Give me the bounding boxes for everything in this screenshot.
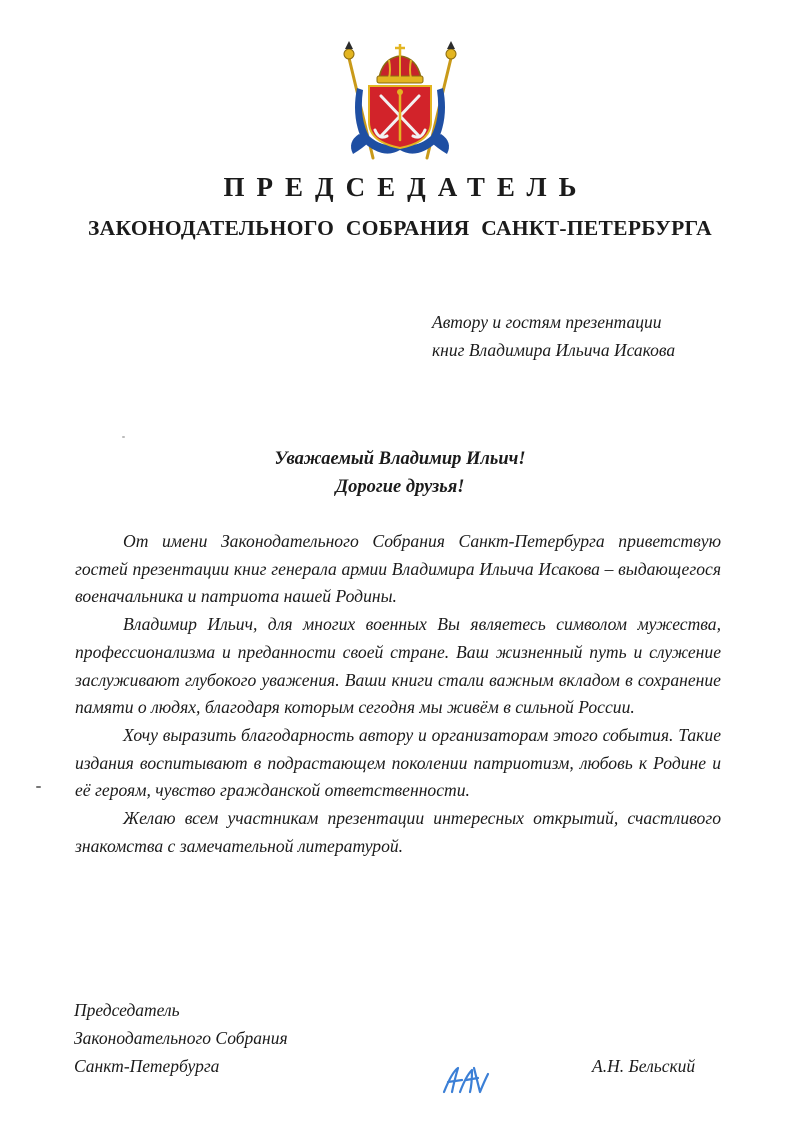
scan-speck <box>36 786 41 788</box>
body-paragraph-3: Хочу выразить благодарность автору и организаторам этого события. Такие издания воспитывают в подрастающем поколении патриотизм, любовь к Родине и её героям, чувство гражданской ответственности. <box>75 724 721 801</box>
salutation-line-2: Дорогие друзья! <box>335 477 465 497</box>
signer-name: А.Н. Бельский <box>592 1056 696 1076</box>
body-paragraph-1: От имени Законодательного Собрания Санкт-Петербурга приветствую гостей презентации книг генерала армии Владимира Ильича Исакова – выдающегося военачальника и патриота нашей Родины. <box>75 531 721 607</box>
body-paragraph-4: Желаю всем участникам презентации интересных открытий, счастливого знакомства с замечательной литературой. <box>75 808 721 856</box>
signature-line-3: Санкт-Петербурга <box>74 1056 220 1076</box>
header-subtitle: ЗАКОНОДАТЕЛЬНОГО СОБРАНИЯ САНКТ-ПЕТЕРБУРГА <box>87 216 712 240</box>
signature-line-2: Законодательного Собрания <box>74 1028 288 1048</box>
header-title: ПРЕДСЕДАТЕЛЬ <box>223 172 589 202</box>
letter-body <box>75 528 721 860</box>
salutation-line-1: Уважаемый Владимир Ильич! <box>274 449 526 469</box>
coat-of-arms-emblem <box>333 38 467 164</box>
addressee-line-1: Автору и гостям презентации <box>432 312 662 332</box>
addressee-line-2: книг Владимира Ильича Исакова <box>432 340 676 360</box>
signature-line-1: Председатель <box>74 1000 180 1020</box>
handwritten-signature <box>438 1062 494 1098</box>
scan-speck <box>122 436 125 438</box>
body-paragraph-2: Владимир Ильич, для многих военных Вы являетесь символом мужества, профессионализма и преданности своей стране. Ваш жизненный путь и служение заслуживают глубокого уважения. Ваши книги стали важным вкладом в сохранение памяти о людях, благодаря которым сегодня мы живём в сильной России. <box>75 614 721 718</box>
salutation <box>0 445 800 501</box>
signature-block <box>74 996 288 1080</box>
addressee-block <box>432 308 675 364</box>
